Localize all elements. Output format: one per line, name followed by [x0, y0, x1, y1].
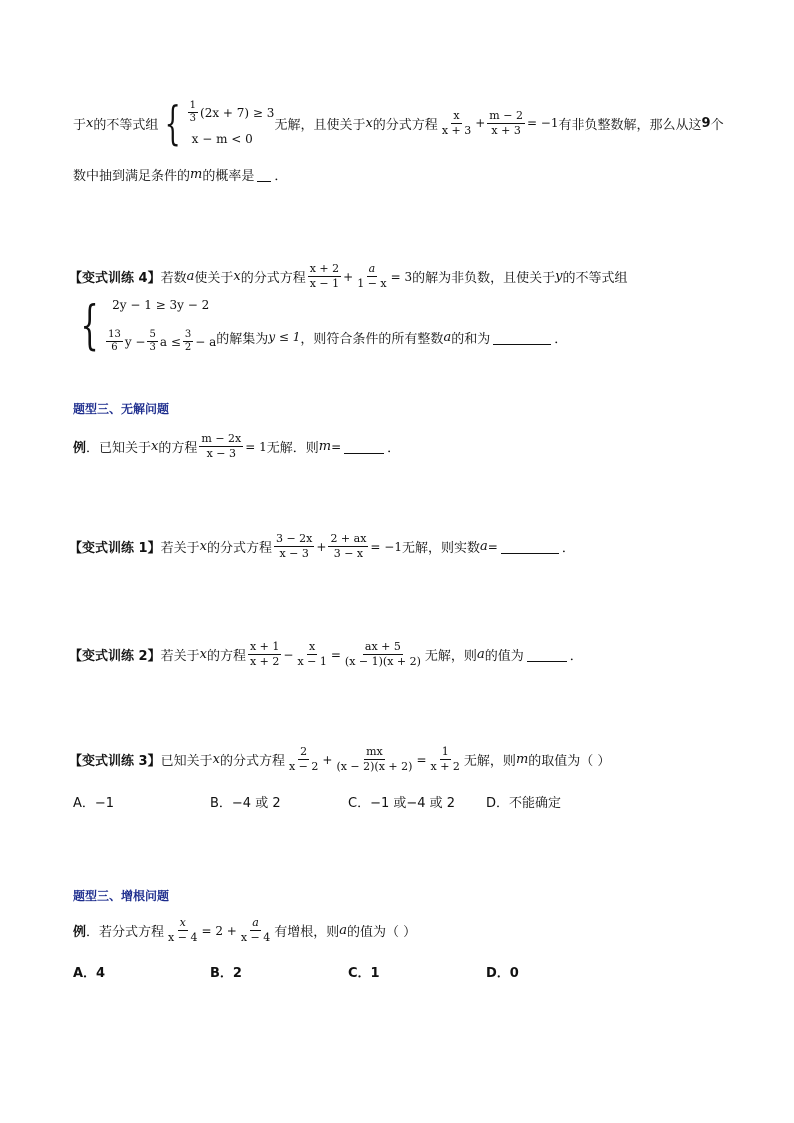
- p2-line2: { 2y − 1 ≥ 3y − 2 $\frac{13}{6}$ y − $\frac{5}{3}$ a ≤ $\frac{3}{2}$ − a 的解集为 y ≤ 1 ，则符合条件的所有整数 a 的和为 ．: [80, 296, 568, 356]
- answer-blank[interactable]: [257, 167, 271, 182]
- variant-3: 【变式训练 3】 已知关于 x 的分式方程 $\frac{2}{x - 2}$ + $\frac{mx}{(x - 2)(x + 2)}$ = $\frac{1}{x + 2}$ 无解，则 m 的取值为（ ）: [69, 745, 611, 773]
- fraction: $\frac{x + 1}{x + 2}$: [249, 640, 280, 668]
- answer-blank[interactable]: [344, 439, 384, 454]
- answer-blank[interactable]: [527, 647, 567, 662]
- section-heading: 题型三、无解问题: [73, 402, 170, 416]
- section-heading: 题型三、增根问题: [73, 889, 170, 903]
- fraction: $\frac{x + 2}{x - 1}$: [309, 262, 340, 290]
- fraction: $\frac{x}{x - 4}$: [168, 916, 198, 944]
- option-d[interactable]: D．不能确定: [486, 796, 562, 811]
- variant-2: 【变式训练 2】 若关于 x 的方程 $\frac{x + 1}{x + 2}$ − $\frac{x}{x - 1}$ = $\frac{ax + 5}{(x - 1)(x + 2)}$ 无解，则 a 的值为 ．: [69, 640, 583, 668]
- fraction: $\frac{a}{x - 4}$: [240, 916, 271, 944]
- fraction: $\frac{mx}{(x - 2)(x + 2)}$: [336, 745, 413, 773]
- fraction: $\frac{a}{1 - x}$: [357, 262, 387, 290]
- option-b[interactable]: B．2: [210, 966, 242, 981]
- p1-line1: 于 x 的不等式组 { $\frac{1}{3}$ (2x + 7) ≥ 3 x − m < 0 无解，且使关于 x 的分式方程 $\frac{x}{x + 3}$ + $\frac{m - 2}{x + 3}$ = −1 有非负整数解，那么从这 9 个: [73, 96, 724, 150]
- p2-line1: 【变式训练 4】 若数 a 使关于 x 的分式方程 $\frac{x + 2}{x - 1}$ + $\frac{a}{1 - x}$ = 3 的解为非负数，且使关于 y 的不等式组: [69, 262, 628, 290]
- fraction: $\frac{m - 2x}{x - 3}$: [201, 432, 242, 460]
- variant-1: 【变式训练 1】 若关于 x 的分式方程 $\frac{3 - 2x}{x - 3}$ + $\frac{2 + ax}{3 - x}$ = −1 无解，则实数 a = ．: [69, 532, 575, 560]
- option-c[interactable]: C．1: [348, 966, 380, 981]
- left-brace: {: [164, 96, 182, 150]
- fraction: $\frac{2}{x - 2}$: [288, 745, 319, 773]
- inequality-system: 2y − 1 ≥ 3y − 2 $\frac{13}{6}$ y − $\frac{5}{3}$ a ≤ $\frac{3}{2}$ − a: [108, 298, 217, 353]
- option-c[interactable]: C．−1 或−4 或 2: [348, 796, 456, 811]
- fraction: $\frac{1}{x + 2}$: [430, 745, 460, 773]
- fraction: $\frac{x}{x - 1}$: [297, 640, 327, 668]
- fraction: $\frac{3 - 2x}{x - 3}$: [275, 532, 313, 560]
- answer-blank[interactable]: [493, 330, 551, 345]
- p1-line2: 数中抽到满足条件的 m 的概率是 ．: [73, 167, 288, 184]
- fraction: $\frac{m - 2}{x + 3}$: [489, 108, 523, 137]
- inequality-system: $\frac{1}{3}$ (2x + 7) ≥ 3 x − m < 0: [189, 100, 275, 146]
- option-a[interactable]: A．4: [73, 966, 106, 981]
- example-1: 例 ．已知关于 x 的方程 $\frac{m - 2x}{x - 3}$ = 1 无解．则 m = ．: [73, 432, 401, 460]
- fraction: $\frac{x}{x + 3}$: [441, 108, 472, 137]
- example-2: 例 ．若分式方程 $\frac{x}{x - 4}$ = 2 + $\frac{a}{x - 4}$ 有增根，则 a 的值为（ ）: [73, 916, 417, 944]
- answer-blank[interactable]: [501, 539, 559, 554]
- option-d[interactable]: D．0: [486, 966, 519, 981]
- option-a[interactable]: A．−1: [73, 796, 115, 811]
- left-brace: {: [80, 296, 99, 356]
- option-b[interactable]: B．−4 或 2: [210, 796, 281, 811]
- fraction: $\frac{ax + 5}{(x - 1)(x + 2)}$: [344, 640, 421, 668]
- fraction: $\frac{2 + ax}{3 - x}$: [330, 532, 367, 560]
